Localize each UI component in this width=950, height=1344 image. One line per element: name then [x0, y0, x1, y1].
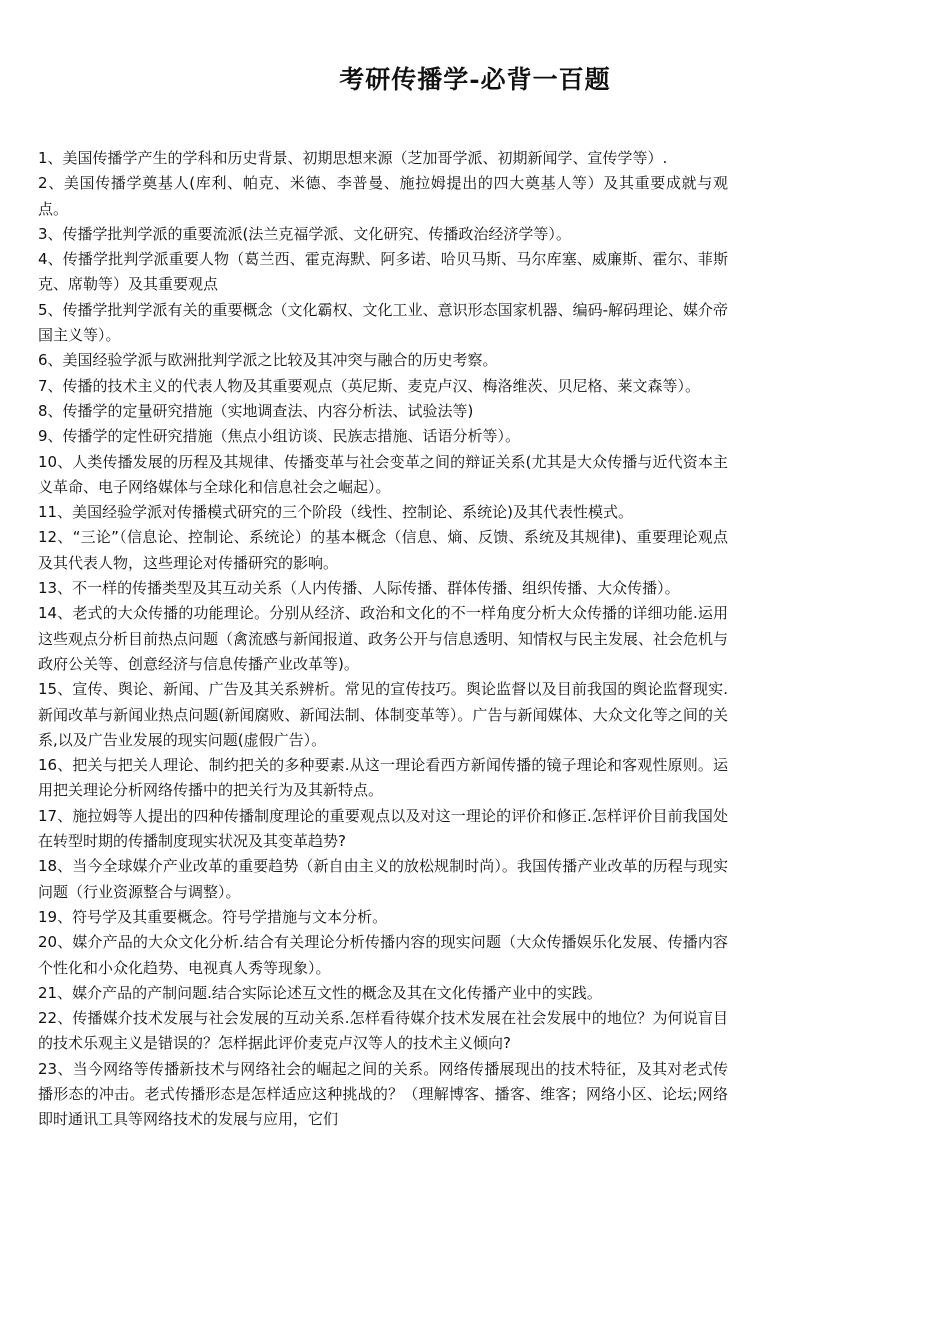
- question-item: 8、传播学的定量研究措施（实地调查法、内容分析法、试验法等): [38, 401, 474, 420]
- question-item: 13、不一样的传播类型及其互动关系（人内传播、人际传播、群体传播、组织传播、大众传播）。: [38, 579, 680, 598]
- question-item: 20、媒介产品的大众文化分析.结合有关理论分析传播内容的现实问题（大众传播娱乐化发展、传播内容个性化和小众化趋势、电视真人秀等现象）。: [38, 933, 728, 977]
- question-item: 5、传播学批判学派有关的重要概念（文化霸权、文化工业、意识形态国家机器、编码-解码理论、媒介帝国主义等）。: [38, 300, 728, 345]
- question-item: 23、当今网络等传播新技术与网络社会的崛起之间的关系。网络传播展现出的技术特征，及其对老式传播形态的冲击。老式传播形态是怎样适应这种挑战的？（理解博客、播客、维客；网络小区、论坛;网络即时通讯工具等网络技术的发展与应用，它们: [38, 1059, 728, 1129]
- question-item: 7、传播的技术主义的代表人物及其重要观点（英尼斯、麦克卢汉、梅洛维茨、贝尼格、莱文森等）。: [38, 376, 701, 395]
- question-item: 3、传播学批判学派的重要流派(法兰克福学派、文化研究、传播政治经济学等）。: [38, 224, 571, 243]
- question-item: 1、美国传播学产生的学科和历史背景、初期思想来源（芝加哥学派、初期新闻学、宣传学等）.: [38, 149, 668, 167]
- question-item: 17、施拉姆等人提出的四种传播制度理论的重要观点以及对这一理论的评价和修正.怎样评价目前我国处在转型时期的传播制度现实状况及其变革趋势?: [38, 806, 728, 851]
- question-item: 18、当今全球媒介产业改革的重要趋势（新自由主义的放松规制时尚）。我国传播产业改革的历程与现实问题（行业资源整合与调整）。: [38, 857, 728, 901]
- question-item: 15、宣传、舆论、新闻、广告及其关系辨析。常见的宣传技巧。舆论监督以及目前我国的舆论监督现实.新闻改革与新闻业热点问题(新闻腐败、新闻法制、体制变革等）。广告与新闻媒体、大众文化等之间的关系,以及广告业发展的现实问题(虚假广告）。: [38, 680, 728, 749]
- question-item: 10、人类传播发展的历程及其规律、传播变革与社会变革之间的辩证关系(尤其是大众传播与近代资本主义革命、电子网络媒体与全球化和信息社会之崛起）。: [38, 452, 728, 496]
- question-item: 21、媒介产品的产制问题.结合实际论述互文性的概念及其在文化传播产业中的实践。: [38, 983, 602, 1002]
- question-item: 14、老式的大众传播的功能理论。分别从经济、政治和文化的不一样角度分析大众传播的详细功能.运用这些观点分析目前热点问题（禽流感与新闻报道、政务公开与信息透明、知情权与民主发展、社会危机与政府公关等、创意经济与信息传播产业改革等)。: [38, 604, 729, 673]
- question-item: 9、传播学的定性研究措施（焦点小组访谈、民族志措施、话语分析等）。: [38, 427, 521, 446]
- question-list: [38, 146, 728, 1133]
- document-title: 考研传播学-必背一百题: [339, 65, 611, 94]
- question-item: 22、传播媒介技术发展与社会发展的互动关系.怎样看待媒介技术发展在社会发展中的地位？为何说盲目的技术乐观主义是错误的？怎样据此评价麦克卢汉等人的技术主义倾向?: [38, 1009, 728, 1053]
- question-item: 6、美国经验学派与欧洲批判学派之比较及其冲突与融合的历史考察。: [38, 351, 498, 370]
- question-item: 11、美国经验学派对传播模式研究的三个阶段（线性、控制论、系统论)及其代表性模式。: [38, 503, 633, 522]
- question-item: 19、符号学及其重要概念。符号学措施与文本分析。: [38, 907, 388, 926]
- question-item: 16、把关与把关人理论、制约把关的多种要素.从这一理论看西方新闻传播的镜子理论和客观性原则。运用把关理论分析网络传播中的把关行为及其新特点。: [38, 756, 728, 800]
- question-item: 12、“三论”（信息论、控制论、系统论）的基本概念（信息、熵、反馈、系统及其规律)、重要理论观点及其代表人物，这些理论对传播研究的影响。: [38, 528, 728, 572]
- question-item: 2、美国传播学奠基人(库利、帕克、米德、李普曼、施拉姆提出的四大奠基人等）及其重要成就与观点。: [38, 174, 728, 218]
- question-item: 4、传播学批判学派重要人物（葛兰西、霍克海默、阿多诺、哈贝马斯、马尔库塞、威廉斯、霍尔、菲斯克、席勒等）及其重要观点: [38, 250, 728, 294]
